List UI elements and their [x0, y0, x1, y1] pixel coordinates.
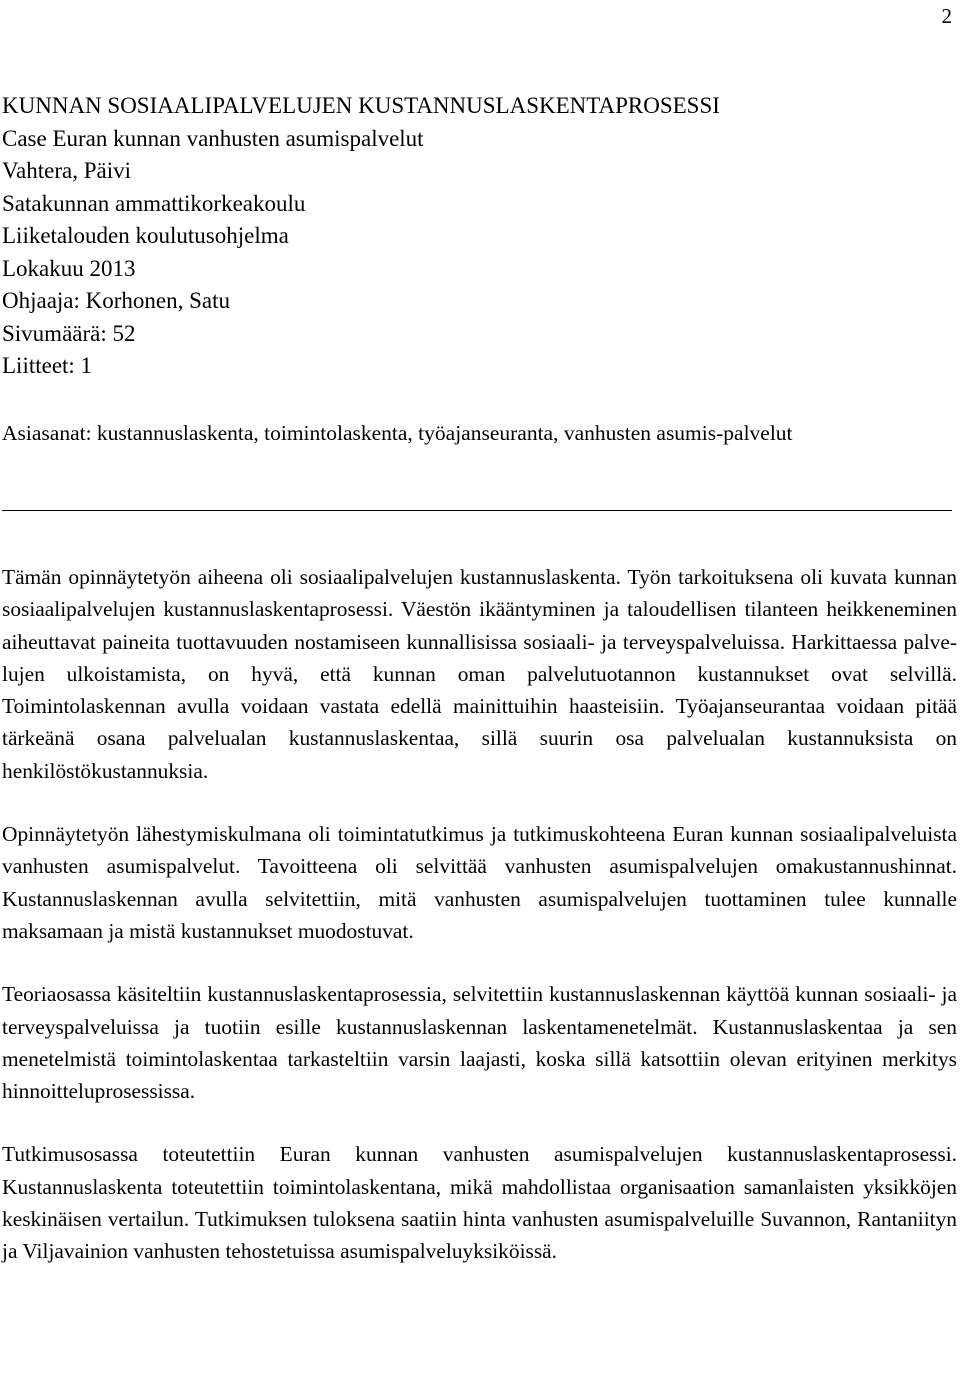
thesis-title: KUNNAN SOSIAALIPALVELUJEN KUSTANNUSLASKENTAPROSESSI	[2, 93, 720, 118]
abstract-body	[2, 561, 957, 1268]
page-number: 2	[941, 4, 952, 28]
institution: Satakunnan ammattikorkeakoulu	[2, 190, 306, 216]
author: Vahtera, Päivi	[2, 158, 132, 183]
divider-line	[2, 510, 952, 511]
abstract-header	[2, 90, 952, 383]
page-count: Sivumäärä: 52	[2, 320, 136, 346]
abstract-paragraph: Tämän opinnäytetyön aiheena oli sosiaalipalvelujen kustannuslaskenta. Työn tarkoituksena oli kuvata kunnan sosiaalipalvelujen kustannuslaskentaprosessi. Väestön ikääntyminen ja taloudellisen tilanteen heikkeneminen aiheuttavat paineita tuottavuuden nostamiseen kunnallisissa sosiaali- ja terveyspalveluissa. Harkittaessa palvelujen ulkoistamista, on hyvä, että kunnan oman palvelutuotannon kustannukset ovat selvillä. Toimintolaskennan avulla voidaan vastata edellä mainittuihin haasteisiin. Työajanseurantaa voidaan pitää tärkeänä osana palvelualan kustannuslaskentaa, sillä suurin osa palvelualan kustannuksista on henkilöstökustannuksia.	[2, 565, 957, 783]
abstract-paragraph: Teoriaosassa käsiteltiin kustannuslaskentaprosessia, selvitettiin kustannuslaskennan käyttöä kunnan sosiaali- ja terveyspalveluissa ja tuotiin esille kustannuslaskennan laskentamenetelmät. Kustannuslaskentaa ja sen menetelmistä toimintolaskentaa tarkasteltiin varsin laajasti, koska sillä katsottiin olevan erityinen merkitys hinnoitteluprosessissa.	[2, 982, 957, 1104]
keywords: Asiasanat: kustannuslaskenta, toimintolaskenta, työajanseuranta, vanhusten asumis-palvelut	[2, 421, 793, 445]
abstract-paragraph: Opinnäytetyön lähestymiskulmana oli toimintatutkimus ja tutkimuskohteena Euran kunnan sosiaalipalveluista vanhusten asumispalvelut. Tavoitteena oli selvittää vanhusten asumispalvelujen omakustannushinnat. Kustannuslaskennan avulla selvitettiin, mitä vanhusten asumispalvelujen tuottaminen tulee kunnalle maksamaan ja mistä kustannukset muodostuvat.	[2, 822, 957, 943]
appendix-count: Liitteet: 1	[2, 353, 93, 378]
supervisor: Ohjaaja: Korhonen, Satu	[2, 288, 231, 313]
degree-programme: Liiketalouden koulutusohjelma	[2, 223, 289, 248]
date: Lokakuu 2013	[2, 255, 136, 281]
abstract-paragraph: Tutkimusosassa toteutettiin Euran kunnan vanhusten asumispalvelujen kustannuslaskentaprosessi. Kustannuslaskenta toteutettiin toimintolaskentana, mikä mahdollistaa organisaation samanlaisten yksikköjen keskinäisen vertailun. Tutkimuksen tuloksena saatiin hinta vanhusten asumispalveluille Suvannon, Rantaniityn ja Viljavainion vanhusten tehostetuissa asumispalveluyksiköissä.	[2, 1142, 957, 1264]
thesis-subtitle: Case Euran kunnan vanhusten asumispalvelut	[2, 125, 424, 151]
